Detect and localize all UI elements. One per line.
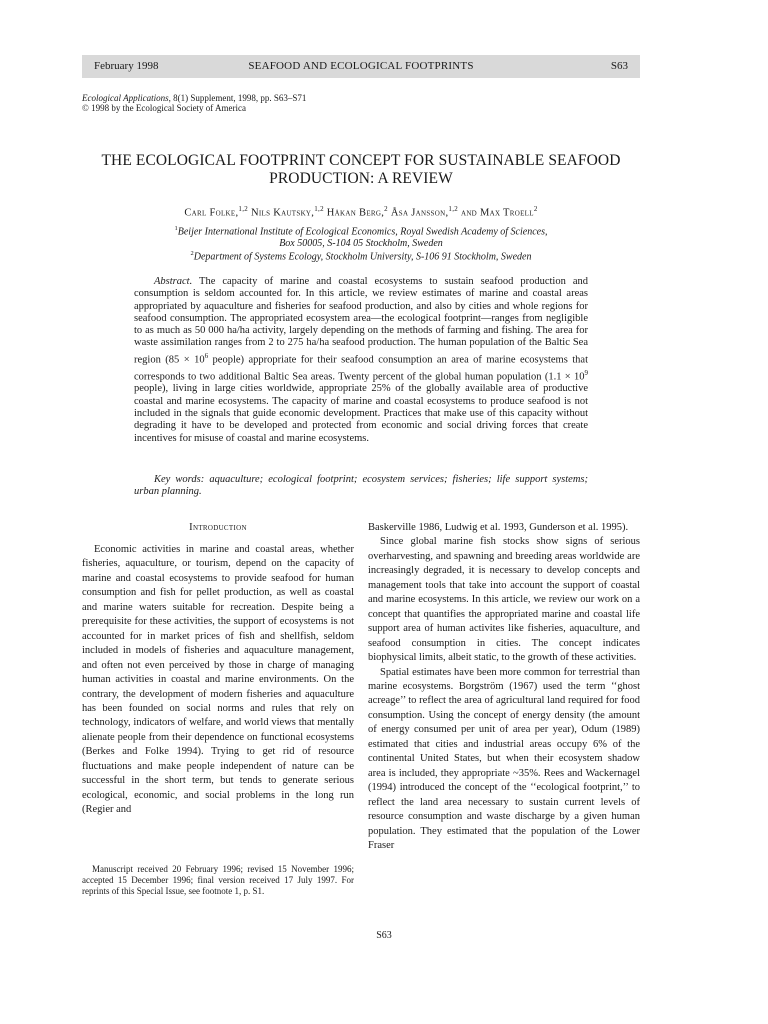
right-paragraph-continuation: Baskerville 1986, Ludwig et al. 1993, Gunderson et al. 1995). bbox=[368, 522, 629, 533]
author-list bbox=[82, 205, 640, 219]
abstract-text-1: The capacity of marine and coastal ecosystems to sustain seafood production and consumption is seldom accounted for. In this article, we review estimates of marine and coastal areas appropriated by aquaculture and fisheries for seafood production, and also by cities and whole regions for seafood consumption. The appropriated ecosystem area—the ecological footprint—ranges from negligible to as much as 50 000 ha/ha activity, largely depending on the methods of farming and fishing. The area for waste assimilation ranges from 2 to 275 ha/ha seafood production. The human population of the Baltic Sea region (85 × 10 bbox=[134, 276, 588, 366]
author-5: and Max Troell bbox=[458, 207, 534, 219]
affiliation-2-marker: 2 bbox=[190, 250, 194, 257]
author-2-affil: 1,2 bbox=[314, 205, 324, 213]
affiliation-1-line-1: Beijer International Institute of Ecological Economics, Royal Swedish Academy of Sciences, bbox=[177, 226, 548, 238]
author-4: Åsa Jansson, bbox=[387, 207, 449, 219]
affiliation-1 bbox=[82, 223, 640, 250]
title-line-2: PRODUCTION: A REVIEW bbox=[269, 170, 453, 187]
affiliation-1-line-2: Box 50005, S-104 05 Stockholm, Sweden bbox=[279, 238, 443, 250]
title-line-1: THE ECOLOGICAL FOOTPRINT CONCEPT FOR SUSTAINABLE SEAFOOD bbox=[101, 152, 621, 169]
keywords bbox=[134, 474, 588, 499]
author-3-affil: 2 bbox=[384, 205, 388, 213]
author-4-affil: 1,2 bbox=[448, 205, 459, 213]
affiliation-2 bbox=[82, 248, 640, 263]
journal-citation bbox=[82, 93, 306, 113]
affiliation-2-line-1: Department of Systems Ecology, Stockholm University, S-106 91 Stockholm, Sweden bbox=[193, 251, 532, 263]
author-1: Carl Folke, bbox=[184, 207, 239, 219]
journal-details: , 8(1) Supplement, 1998, pp. S63–S71 bbox=[168, 93, 307, 103]
author-1-affil: 1,2 bbox=[238, 205, 249, 213]
author-5-affil: 2 bbox=[533, 205, 538, 213]
keywords-text: aquaculture; ecological footprint; ecosystem services; fisheries; life support systems; urban planning. bbox=[134, 474, 588, 498]
section-heading-introduction: Introduction bbox=[189, 522, 247, 533]
abstract-exponent-1: 6 bbox=[204, 351, 209, 360]
header-page-number: S63 bbox=[610, 60, 628, 72]
abstract-lead: Abstract. bbox=[154, 276, 193, 287]
copyright-line: © 1998 by the Ecological Society of America bbox=[82, 103, 247, 113]
abstract-exponent-2: 9 bbox=[584, 368, 588, 377]
keywords-lead: Key words: bbox=[154, 474, 205, 485]
affiliation-1-marker: 1 bbox=[174, 225, 178, 232]
page-number-footer: S63 bbox=[376, 930, 392, 941]
abstract-text-2: people) appropriate for their seafood consumption an area of marine ecosystems that corresponds to two additional Baltic Sea areas. Twenty percent of the global human population (1.1 × 10 bbox=[134, 354, 588, 383]
header-running-title: SEAFOOD AND ECOLOGICAL FOOTPRINTS bbox=[248, 60, 474, 72]
author-2: Nils Kautsky, bbox=[248, 207, 315, 219]
left-column bbox=[82, 521, 354, 818]
intro-paragraph-1: Economic activities in marine and coastal areas, whether fisheries, aquaculture, or tourism, depend on the capacity of marine and coastal ecosystems to provide seafood for human consumption and fish for pellet production, as well as coastal and marine waters suitable for recreation. Despite being a prerequisite for these activities, the support of ecosystems is not accounted for in market prices of fish and shellfish, seldom included in models of fisheries and aquaculture management, and often not even perceived by those in charge of managing human activities in coastal and marine environments. On the contrary, the development of modern fisheries and aquaculture has been founded on social norms and rules that rely on technology, indicators of welfare, and world views that mentally alienate people from their dependence on functional ecosystems (Berkes and Folke 1994). Trying to get rid of resource fluctuations and make people independent of nature can be successful in the short term, but tends to generate serious ecological, economic, and social problems in the long run (Regier and bbox=[82, 544, 354, 816]
abstract bbox=[134, 276, 588, 445]
right-column bbox=[368, 521, 640, 853]
header-date: February 1998 bbox=[94, 60, 159, 72]
abstract-text-3: people), living in large cities worldwide, appropriate 25% of the globally available area of productive coastal and marine ecosystems. The capacity of marine and coastal ecosystems to produce seafood is not included in the signals that guide economic development. Practices that make use of this capacity without degrading it have to be developed and protected from economic and social driving forces that create incentives for misuse of coastal and marine ecosystems. bbox=[134, 383, 588, 444]
journal-name: Ecological Applications bbox=[82, 93, 169, 103]
right-paragraph-1: Since global marine fish stocks show signs of serious overharvesting, and spawning and breeding areas worldwide are increasingly degraded, it is necessary to develop concepts and management tools that take into account the support of coastal and marine ecosystems. In this article, we review our work on a concept that quantifies the appropriated marine and coastal life support area of human activites like fisheries, aquaculture, and seafood consumption in cities. The concept indicates biophysical limits, albeit static, to the growth of these activities. bbox=[368, 536, 640, 664]
right-paragraph-2: Spatial estimates have been more common for terrestrial than marine ecosystems. Borgström (1967) used the term ‘‘ghost acreage’’ to reflect the area of agricultural land required for food consumption. Using the concept of energy density (the amount of energy consumed per unit of area per year), Odum (1989) estimated that cities and industrial areas occupy 6% of the continental United States, but when their ecosystem shadow area is included, they appropriate ~35%. Rees and Wackernagel (1994) introduced the concept of the ‘‘ecological footprint,’’ to reflect the land area necessary to sustain current levels of resource consumption and waste discharge by a given human population. They estimated that the population of the Lower Fraser bbox=[368, 666, 640, 851]
manuscript-footnote: Manuscript received 20 February 1996; revised 15 November 1996; accepted 15 December 1996; final version received 17 July 1997. For reprints of this Special Issue, see footnote 1, p. S1. bbox=[82, 864, 354, 896]
author-3: Håkan Berg, bbox=[323, 207, 385, 219]
running-header bbox=[82, 55, 640, 78]
article-title bbox=[82, 152, 640, 188]
